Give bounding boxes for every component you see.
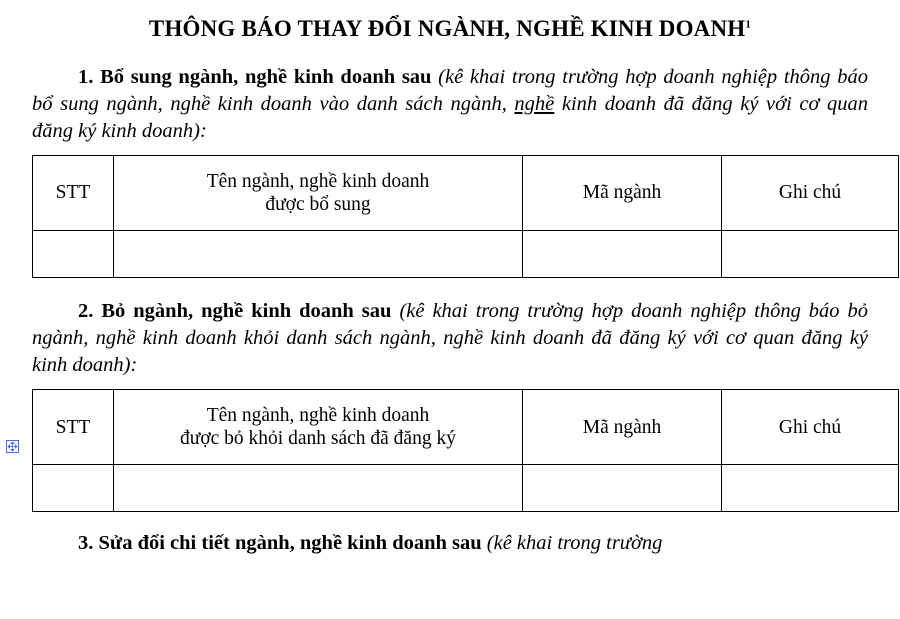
cell-name[interactable] [114, 231, 523, 278]
cell-note[interactable] [722, 465, 899, 512]
section-2-note-end: doanh đã đăng ký với cơ quan đăng ký kinh doanh): [32, 327, 869, 377]
title-footnote-marker: 1 [745, 18, 752, 31]
table-added-business-lines [32, 155, 899, 278]
table-row-header [33, 390, 899, 465]
column-header-note: Ghi chú [722, 156, 899, 231]
cell-stt[interactable] [33, 231, 114, 278]
cell-name[interactable] [114, 465, 523, 512]
section-1 [0, 64, 900, 278]
section-1-note-underlined: nghề [514, 93, 555, 116]
section-2-heading: Bỏ ngành, nghề kinh doanh sau [101, 300, 392, 323]
section-2 [0, 298, 900, 512]
page-title-text: THÔNG BÁO THAY ĐỔI NGÀNH, NGHỀ KINH DOANH [148, 16, 746, 41]
cell-note[interactable] [722, 231, 899, 278]
cell-code[interactable] [523, 465, 722, 512]
section-2-note-rest: nghiệp thông báo bỏ ngành, nghề kinh doanh khỏi danh sách ngành, nghề kinh [32, 300, 869, 350]
table-row-header [33, 156, 899, 231]
column-header-code: Mã ngành [523, 390, 722, 465]
column-header-stt: STT [33, 390, 114, 465]
column-header-name [114, 156, 523, 231]
table-row[interactable] [33, 231, 899, 278]
section-1-note-open: (kê khai trong trường hợp [438, 66, 657, 88]
column-header-stt: STT [33, 156, 114, 231]
table-removed-business-lines [32, 389, 899, 512]
document-page [0, 16, 900, 619]
section-1-note-rest: doanh nghiệp thông báo bổ sung ngành, nghề kinh doanh vào danh sách ngành, [32, 66, 869, 116]
column-header-code: Mã ngành [523, 156, 722, 231]
cell-stt[interactable] [33, 465, 114, 512]
section-3-paragraph [32, 530, 868, 557]
column-header-name-line1: Tên ngành, nghề kinh doanh [206, 404, 430, 426]
section-2-number: 2. [78, 300, 94, 323]
section-1-number: 1. [78, 66, 94, 88]
column-header-note: Ghi chú [722, 390, 899, 465]
column-header-name-line1: Tên ngành, nghề kinh doanh [206, 170, 430, 192]
cell-code[interactable] [523, 231, 722, 278]
section-2-paragraph [32, 298, 868, 379]
column-header-name-line2: được bỏ khỏi danh sách đã đăng ký [180, 428, 456, 450]
page-title [0, 16, 900, 42]
section-1-note-end: kinh doanh đã đăng ký với cơ quan đăng ký kinh doanh): [32, 93, 868, 143]
section-3 [0, 512, 900, 567]
column-header-name-line2: được bổ sung [265, 194, 371, 216]
section-3-number: 3. [78, 532, 94, 555]
section-3-note-open: (kê khai trong trường [486, 532, 663, 555]
table-row[interactable] [33, 465, 899, 512]
section-3-heading: Sửa đổi chi tiết ngành, nghề kinh doanh sau [98, 532, 482, 555]
section-1-paragraph [32, 64, 868, 145]
column-header-name [114, 390, 523, 465]
section-2-note-open: (kê khai trong trường hợp doanh [399, 300, 683, 323]
section-1-heading: Bổ sung ngành, nghề kinh doanh sau [100, 66, 432, 88]
table-move-handle-icon[interactable] [6, 440, 19, 453]
